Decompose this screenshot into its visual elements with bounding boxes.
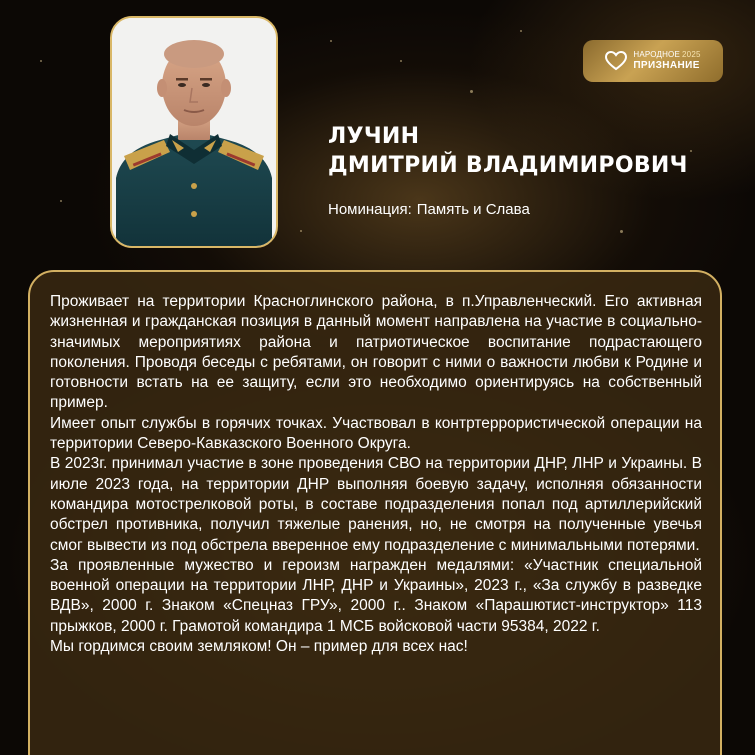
sparkle-decoration xyxy=(60,200,62,202)
sparkle-decoration xyxy=(300,230,302,232)
nomination-value: Память и Слава xyxy=(416,201,530,218)
sparkle-decoration xyxy=(690,150,692,152)
biography-panel xyxy=(28,270,722,755)
portrait-photo xyxy=(110,16,278,248)
bio-paragraph: В 2023г. принимал участие в зоне проведения СВО на территории ДНР, ЛНР и Украины. В июле 2023 года, на территории ДНР выполняя боевую задачу, исполняя обязанности командира мотострелковой роты, в составе подразделения попал под артиллерийский обстрел противника, получил тяжелые ранения, но, не смотря на полученные увечья смог вывести из под обстрела вверенное ему подразделение с минимальными потерями. xyxy=(50,455,702,554)
bio-paragraph: Имеет опыт службы в горячих точках. Участвовал в контртеррористической операции на территории Северо-Кавказского Военного Округа. xyxy=(50,414,702,453)
logo-word: НАРОДНОЕ xyxy=(633,50,681,59)
narodnoe-priznanie-logo xyxy=(583,40,723,82)
person-given-names: ДМИТРИЙ ВЛАДИМИРОВИЧ xyxy=(328,153,688,178)
logo-title: ПРИЗНАНИЕ xyxy=(633,60,700,71)
nomination xyxy=(328,201,530,218)
logo-year: 2025 xyxy=(682,50,701,59)
bio-paragraph: Мы гордимся своим земляком! Он – пример для всех нас! xyxy=(50,638,468,656)
person-surname: ЛУЧИН xyxy=(328,124,420,149)
sparkle-decoration xyxy=(620,230,623,233)
sparkle-decoration xyxy=(520,30,522,32)
person-name xyxy=(328,122,688,180)
bio-paragraph: За проявленные мужество и героизм награжден медалями: «Участник специальной военной операции на территории ЛНР, ДНР и Украины», 2023 г., «За службу в разведке ВДВ», 2000 г. Знаком «Спецназ ГРУ», 2000 г.. Знаком «Парашютист-инструктор» 113 прыжков, 2000 г. Грамотой командира 1 МСБ войсковой части 95384, 2022 г. xyxy=(50,556,702,635)
sparkle-decoration xyxy=(400,60,402,62)
sparkle-decoration xyxy=(40,60,42,62)
sparkle-decoration xyxy=(470,90,473,93)
heart-icon xyxy=(605,51,627,71)
sparkle-decoration xyxy=(330,40,332,42)
bio-paragraph: Проживает на территории Красноглинского района, в п.Управленческий. Его активная жизненная и гражданская позиция в данный момент направлена на участие в социально-значимых мероприятиях района и патриотическое воспитание подрастающего поколения. Проводя беседы с ребятами, он говорит с ними о важности любви к Родине и готовности встать на ее защиту, если это необходимо ориентируясь на собственный пример. xyxy=(50,293,702,412)
portrait-illustration xyxy=(112,18,276,246)
nomination-label: Номинация: xyxy=(328,201,412,218)
